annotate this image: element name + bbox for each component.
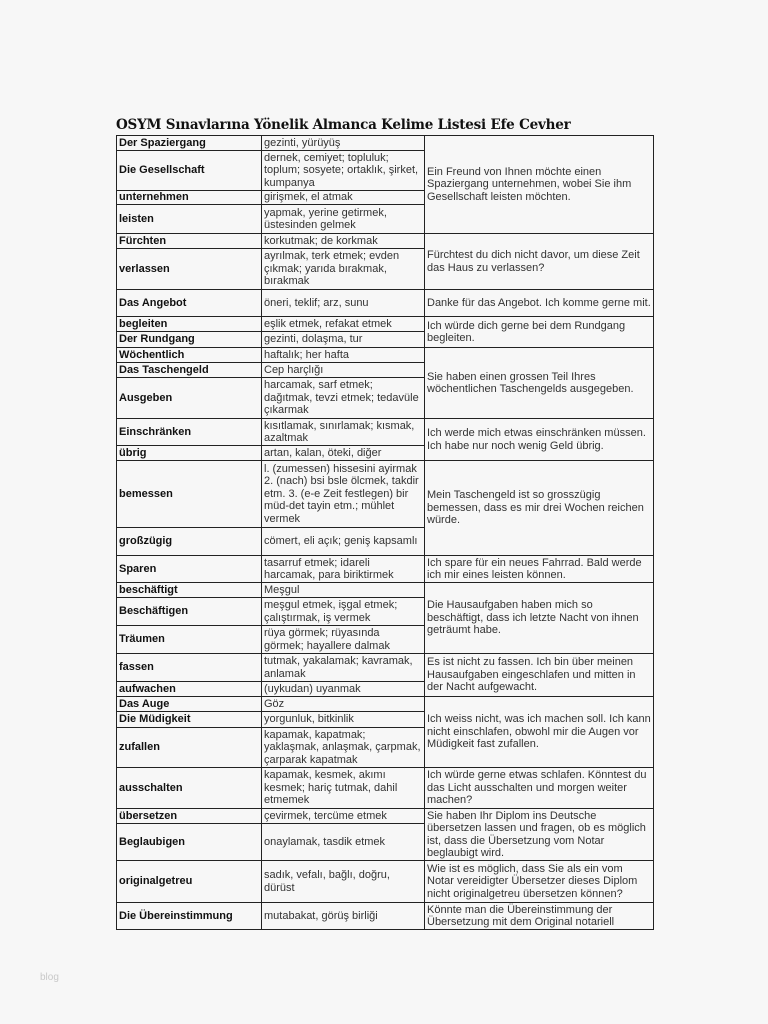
table-row [117, 290, 654, 317]
example-sentence: Ich weiss nicht, was ich machen soll. Ich kann nicht einschlafen, obwohl mir die Augen vor Müdigkeit fast zufallen. [425, 697, 654, 768]
example-sentence: Sie haben Ihr Diplom ins Deutsche übersetzen lassen und fragen, ob es möglich ist, dass die Übersetzung vom Notar beglaubigt wird. [425, 809, 654, 861]
turkish-meaning: Meşgul [262, 583, 425, 598]
german-word: übersetzen [117, 809, 262, 824]
german-word: Die Übereinstimmung [117, 903, 262, 930]
german-word: beschäftigt [117, 583, 262, 598]
document-title: OSYM Sınavlarına Yönelik Almanca Kelime Listesi Efe Cevher [116, 117, 571, 133]
german-word: Wöchentlich [117, 348, 262, 363]
table-row [117, 768, 654, 809]
vocabulary-table [116, 135, 654, 930]
example-sentence: Ich spare für ein neues Fahrrad. Bald werde ich mir eines leisten können. [425, 556, 654, 583]
table-row [117, 317, 654, 332]
turkish-meaning: korkutmak; de korkmak [262, 234, 425, 249]
example-sentence: Wie ist es möglich, dass Sie als ein vom Notar vereidigter Übersetzer dieses Diplom nicht originalgetreu übersetzen können? [425, 861, 654, 903]
turkish-meaning: öneri, teklif; arz, sunu [262, 290, 425, 317]
table-row [117, 861, 654, 903]
turkish-meaning: artan, kalan, öteki, diğer [262, 446, 425, 461]
example-sentence: Ich werde mich etwas einschränken müssen. Ich habe nur noch wenig Geld übrig. [425, 419, 654, 461]
turkish-meaning: meşgul etmek, işgal etmek; çalıştırmak, iş vermek [262, 598, 425, 626]
german-word: Einschränken [117, 419, 262, 446]
example-sentence: Die Hausaufgaben haben mich so beschäftigt, dass ich letzte Nacht von ihnen geträumt habe. [425, 583, 654, 654]
german-word: fassen [117, 654, 262, 682]
example-sentence: Danke für das Angebot. Ich komme gerne mit. [425, 290, 654, 317]
turkish-meaning: gezinti, yürüyüş [262, 136, 425, 151]
german-word: großzügig [117, 528, 262, 556]
turkish-meaning: tasarruf etmek; idareli harcamak, para biriktirmek [262, 556, 425, 583]
table-row [117, 903, 654, 930]
german-word: begleiten [117, 317, 262, 332]
table-row [117, 136, 654, 151]
turkish-meaning: onaylamak, tasdik etmek [262, 824, 425, 861]
watermark-text: blog [40, 972, 59, 983]
example-sentence: Sie haben einen grossen Teil Ihres wöchentlichen Taschengelds ausgegeben. [425, 348, 654, 419]
turkish-meaning: ayrılmak, terk etmek; evden çıkmak; yarıda bırakmak, bırakmak [262, 249, 425, 290]
table-row [117, 556, 654, 583]
table-row [117, 809, 654, 824]
german-word: ausschalten [117, 768, 262, 809]
german-word: Der Spaziergang [117, 136, 262, 151]
german-word: unternehmen [117, 191, 262, 205]
turkish-meaning: haftalık; her hafta [262, 348, 425, 363]
turkish-meaning: girişmek, el atmak [262, 191, 425, 205]
turkish-meaning: dernek, cemiyet; topluluk; toplum; sosyete; ortaklık, şirket, kumpanya [262, 151, 425, 191]
german-word: Ausgeben [117, 378, 262, 419]
turkish-meaning: çevirmek, tercüme etmek [262, 809, 425, 824]
turkish-meaning: Göz [262, 697, 425, 712]
turkish-meaning: kapamak, kesmek, akımı kesmek; hariç tutmak, dahil etmemek [262, 768, 425, 809]
table-row [117, 234, 654, 249]
german-word: Der Rundgang [117, 332, 262, 348]
turkish-meaning: yapmak, yerine getirmek, üstesinden gelmek [262, 205, 425, 234]
turkish-meaning: cömert, eli açık; geniş kapsamlı [262, 528, 425, 556]
german-word: Die Müdigkeit [117, 712, 262, 728]
turkish-meaning: yorgunluk, bitkinlik [262, 712, 425, 728]
table-row [117, 697, 654, 712]
turkish-meaning: tutmak, yakalamak; kavramak, anlamak [262, 654, 425, 682]
german-word: leisten [117, 205, 262, 234]
german-word: übrig [117, 446, 262, 461]
german-word: aufwachen [117, 682, 262, 697]
german-word: Das Angebot [117, 290, 262, 317]
example-sentence: Ein Freund von Ihnen möchte einen Spaziergang unternehmen, wobei Sie ihm Gesellschaft leisten möchten. [425, 136, 654, 234]
turkish-meaning: harcamak, sarf etmek; dağıtmak, tevzi etmek; tedavüle çıkarmak [262, 378, 425, 419]
turkish-meaning: Cep harçlığı [262, 363, 425, 378]
turkish-meaning: eşlik etmek, refakat etmek [262, 317, 425, 332]
table-row [117, 461, 654, 528]
turkish-meaning: mutabakat, görüş birliği [262, 903, 425, 930]
turkish-meaning: gezinti, dolaşma, tur [262, 332, 425, 348]
german-word: Beglaubigen [117, 824, 262, 861]
turkish-meaning: sadık, vefalı, bağlı, doğru, dürüst [262, 861, 425, 903]
example-sentence: Könnte man die Übereinstimmung der Übersetzung mit dem Original notariell [425, 903, 654, 930]
german-word: originalgetreu [117, 861, 262, 903]
turkish-meaning: kapamak, kapatmak; yaklaşmak, anlaşmak, çarpmak, çarparak kapatmak [262, 728, 425, 768]
example-sentence: Ich würde dich gerne bei dem Rundgang begleiten. [425, 317, 654, 348]
turkish-meaning: (uykudan) uyanmak [262, 682, 425, 697]
example-sentence: Fürchtest du dich nicht davor, um diese Zeit das Haus zu verlassen? [425, 234, 654, 290]
table-row [117, 583, 654, 598]
german-word: Das Taschengeld [117, 363, 262, 378]
turkish-meaning: l. (zumessen) hissesini ayirmak 2. (nach) bsi bsle ölcmek, takdir etm. 3. (e-e Zeit festlegen) bir müd-det tayin etm.; mühlet vermek [262, 461, 425, 528]
german-word: verlassen [117, 249, 262, 290]
german-word: Sparen [117, 556, 262, 583]
german-word: bemessen [117, 461, 262, 528]
german-word: Die Gesellschaft [117, 151, 262, 191]
turkish-meaning: kısıtlamak, sınırlamak; kısmak, azaltmak [262, 419, 425, 446]
table-row [117, 419, 654, 446]
german-word: Das Auge [117, 697, 262, 712]
table-row [117, 654, 654, 682]
table-row [117, 348, 654, 363]
german-word: zufallen [117, 728, 262, 768]
german-word: Fürchten [117, 234, 262, 249]
example-sentence: Ich würde gerne etwas schlafen. Könntest du das Licht ausschalten und morgen weiter machen? [425, 768, 654, 809]
german-word: Träumen [117, 626, 262, 654]
example-sentence: Es ist nicht zu fassen. Ich bin über meinen Hausaufgaben eingeschlafen und mitten in der Nacht aufgewacht. [425, 654, 654, 697]
example-sentence: Mein Taschengeld ist so grosszügig bemessen, dass es mir drei Wochen reichen würde. [425, 461, 654, 556]
german-word: Beschäftigen [117, 598, 262, 626]
turkish-meaning: rüya görmek; rüyasında görmek; hayallere dalmak [262, 626, 425, 654]
